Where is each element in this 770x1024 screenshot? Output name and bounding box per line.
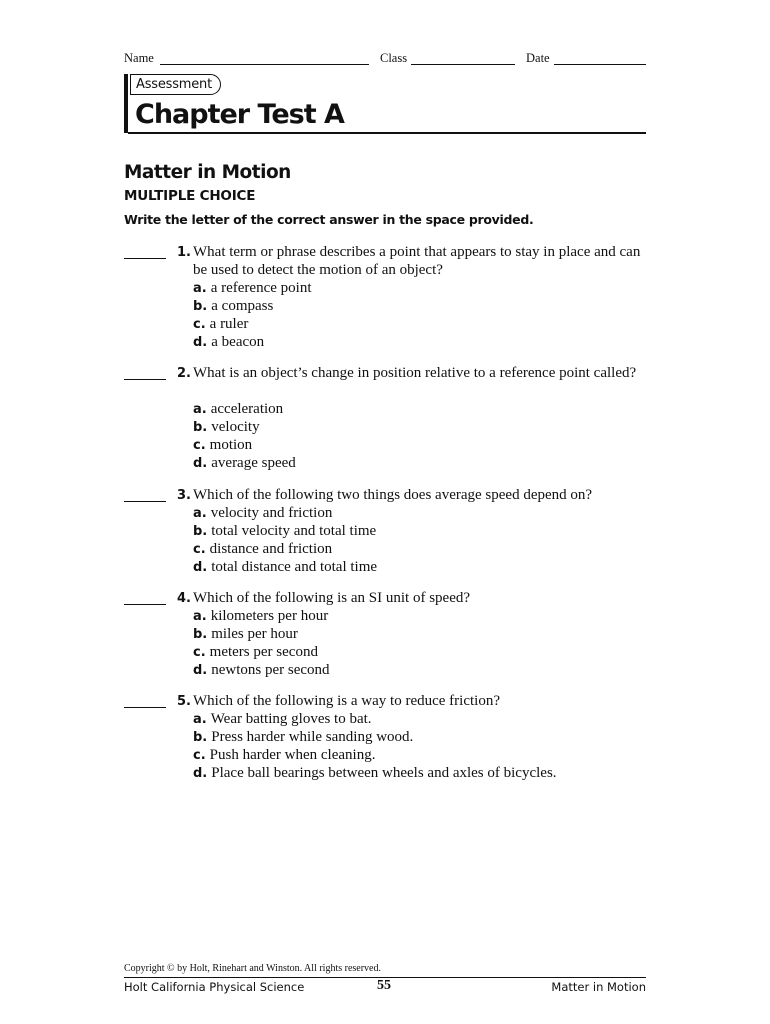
question-text: Which of the following is an SI unit of speed? [193,590,471,606]
answer-blank[interactable] [124,604,166,605]
title-bracket [124,74,128,133]
option-letter: c. [193,542,206,557]
option-text: average speed [211,455,296,471]
option-text: Push harder when cleaning. [209,747,376,763]
footer-chapter: Matter in Motion [551,980,646,994]
option-text: newtons per second [211,662,330,678]
option-b [193,297,273,316]
question-1 [124,243,654,353]
option-text: Press harder while sanding wood. [211,729,414,745]
student-info-header [124,49,646,67]
date-field[interactable] [554,64,646,65]
option-text: miles per hour [211,626,298,642]
option-d [193,454,296,473]
option-text: a reference point [210,280,312,296]
option-d [193,333,264,352]
question-5 [124,692,654,784]
option-letter: a. [193,402,207,417]
title-rule [128,132,646,134]
option-letter: b. [193,627,208,642]
question-2 [124,364,654,474]
option-letter: a. [193,281,207,296]
option-letter: c. [193,645,206,660]
name-field[interactable] [160,64,369,65]
option-letter: c. [193,317,206,332]
question-text: Which of the following two things does average speed depend on? [193,487,593,503]
option-letter: d. [193,456,208,471]
question-text: What is an object’s change in position relative to a reference point called? [193,365,637,381]
assessment-badge: Assessment [130,74,221,95]
date-label: Date [526,51,550,65]
option-text: total velocity and total time [211,523,377,539]
option-text: motion [209,437,253,453]
option-letter: b. [193,299,208,314]
option-a [193,710,372,729]
section-title: Matter in Motion [124,162,291,183]
page-number: 55 [377,978,391,993]
option-text: velocity [211,419,260,435]
option-a [193,607,328,626]
option-b [193,522,376,541]
question-text: What term or phrase describes a point that appears to stay in place and can be used to detect the motion of an object? [193,244,641,278]
option-text: a beacon [211,334,265,350]
question-number: 2. [177,366,191,381]
option-letter: a. [193,609,207,624]
option-c [193,436,252,455]
option-text: velocity and friction [210,505,333,521]
question-number: 5. [177,694,191,709]
option-letter: a. [193,506,207,521]
option-letter: c. [193,748,206,763]
option-letter: b. [193,420,208,435]
option-c [193,540,332,559]
copyright-notice: Copyright © by Holt, Rinehart and Winston. All rights reserved. [124,963,381,974]
class-field[interactable] [411,64,515,65]
answer-blank[interactable] [124,501,166,502]
option-text: kilometers per hour [210,608,329,624]
option-d [193,661,330,680]
option-d [193,558,377,577]
question-number: 1. [177,245,191,260]
chapter-title: Chapter Test A [135,99,344,130]
option-text: Wear batting gloves to bat. [210,711,372,727]
option-c [193,315,248,334]
option-text: Place ball bearings between wheels and axles of bicycles. [211,765,557,781]
question-number: 3. [177,488,191,503]
question-text: Which of the following is a way to reduce friction? [193,693,500,709]
option-text: a compass [211,298,274,314]
option-letter: b. [193,730,208,745]
option-a [193,504,332,523]
name-label: Name [124,51,154,65]
footer-book-title: Holt California Physical Science [124,980,305,994]
answer-blank[interactable] [124,707,166,708]
option-a [193,400,283,419]
option-d [193,764,557,783]
option-letter: c. [193,438,206,453]
option-a [193,279,312,298]
option-letter: d. [193,560,208,575]
class-label: Class [380,51,408,65]
option-letter: d. [193,663,208,678]
option-b [193,728,413,747]
option-letter: a. [193,712,207,727]
option-text: acceleration [210,401,284,417]
option-text: meters per second [209,644,318,660]
section-subtitle: MULTIPLE CHOICE [124,188,256,204]
question-3 [124,486,654,578]
question-4 [124,589,654,681]
answer-blank[interactable] [124,379,166,380]
instructions: Write the letter of the correct answer in the space provided. [124,212,534,227]
option-text: distance and friction [209,541,333,557]
option-c [193,643,318,662]
answer-blank[interactable] [124,258,166,259]
question-number: 4. [177,591,191,606]
option-letter: b. [193,524,208,539]
option-c [193,746,375,765]
option-letter: d. [193,766,208,781]
option-text: a ruler [209,316,249,332]
option-b [193,418,260,437]
option-text: total distance and total time [211,559,378,575]
option-b [193,625,298,644]
option-letter: d. [193,335,208,350]
